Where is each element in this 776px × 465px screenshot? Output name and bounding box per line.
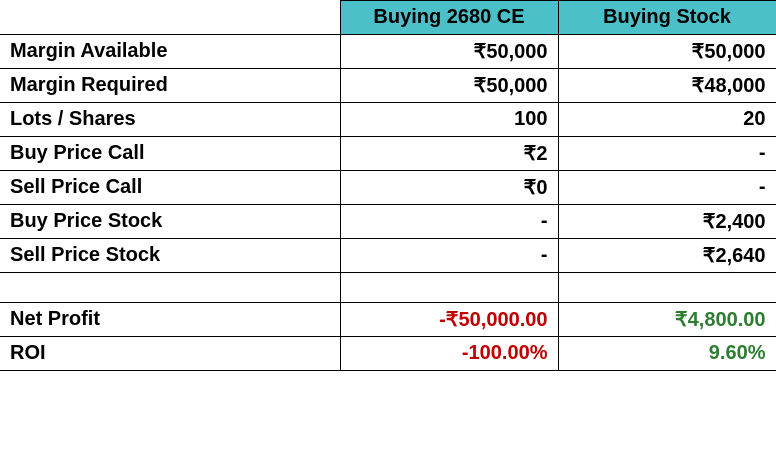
row-label-lots-shares: Lots / Shares: [0, 103, 340, 137]
cell-sell-price-call-call: ₹0: [340, 171, 558, 205]
table-row: [0, 171, 776, 205]
table-row: [0, 239, 776, 273]
row-label-spacer: [0, 273, 340, 303]
header-row: [0, 1, 776, 35]
table-body: [0, 35, 776, 371]
cell-margin-required-call: ₹50,000: [340, 69, 558, 103]
cell-sell-price-stock-call: -: [340, 239, 558, 273]
table-row: [0, 35, 776, 69]
cell-spacer-stock: [558, 273, 776, 303]
cell-sell-price-stock-stock: ₹2,640: [558, 239, 776, 273]
row-label-buy-price-stock: Buy Price Stock: [0, 205, 340, 239]
table-row: [0, 303, 776, 337]
table-row: [0, 103, 776, 137]
cell-net-profit-call: -₹50,000.00: [340, 303, 558, 337]
cell-buy-price-stock-call: -: [340, 205, 558, 239]
row-label-buy-price-call: Buy Price Call: [0, 137, 340, 171]
cell-roi-stock: 9.60%: [558, 337, 776, 371]
cell-margin-required-stock: ₹48,000: [558, 69, 776, 103]
header-col-call: Buying 2680 CE: [340, 1, 558, 35]
header-col-stock: Buying Stock: [558, 1, 776, 35]
cell-buy-price-call-stock: -: [558, 137, 776, 171]
cell-buy-price-call-call: ₹2: [340, 137, 558, 171]
row-label-margin-required: Margin Required: [0, 69, 340, 103]
header-blank-cell: [0, 1, 340, 35]
cell-roi-call: -100.00%: [340, 337, 558, 371]
row-label-sell-price-call: Sell Price Call: [0, 171, 340, 205]
row-label-roi: ROI: [0, 337, 340, 371]
cell-margin-available-call: ₹50,000: [340, 35, 558, 69]
row-label-margin-available: Margin Available: [0, 35, 340, 69]
table-row: [0, 137, 776, 171]
row-label-sell-price-stock: Sell Price Stock: [0, 239, 340, 273]
table-header: [0, 1, 776, 35]
cell-buy-price-stock-stock: ₹2,400: [558, 205, 776, 239]
table-row-spacer: [0, 273, 776, 303]
cell-net-profit-stock: ₹4,800.00: [558, 303, 776, 337]
cell-sell-price-call-stock: -: [558, 171, 776, 205]
table-row: [0, 337, 776, 371]
cell-margin-available-stock: ₹50,000: [558, 35, 776, 69]
table-row: [0, 69, 776, 103]
cell-lots-shares-stock: 20: [558, 103, 776, 137]
row-label-net-profit: Net Profit: [0, 303, 340, 337]
cell-lots-shares-call: 100: [340, 103, 558, 137]
table-row: [0, 205, 776, 239]
cell-spacer-call: [340, 273, 558, 303]
